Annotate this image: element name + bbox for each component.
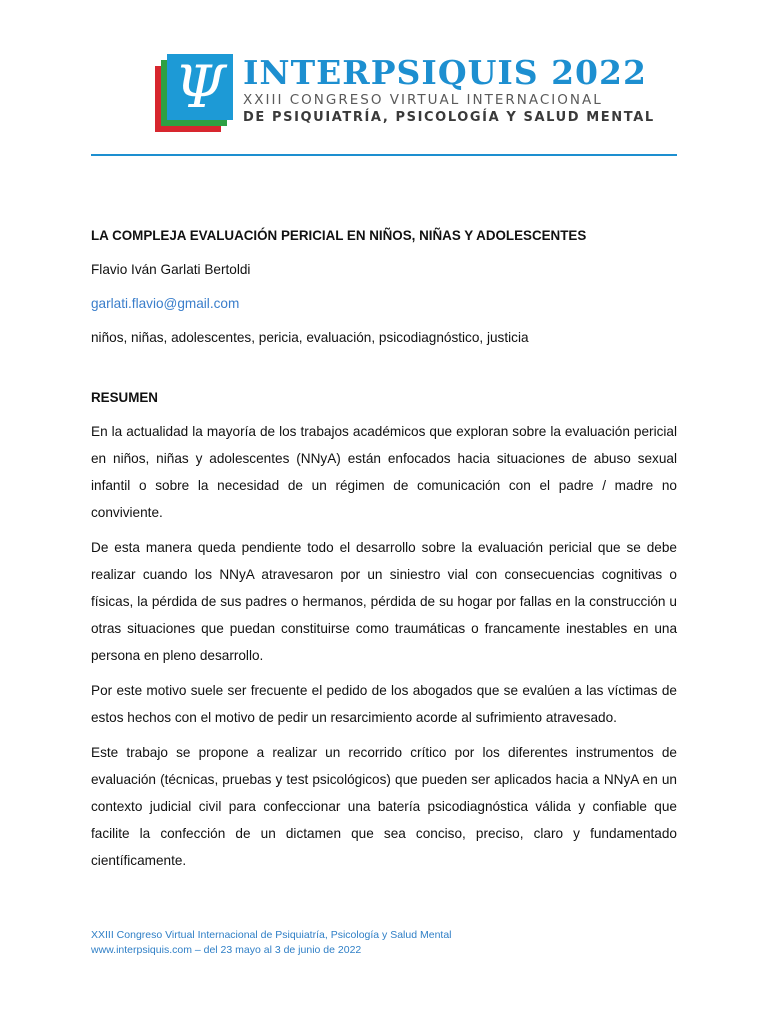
spacer xyxy=(91,358,677,384)
abstract-paragraph: Por este motivo suele ser frecuente el pedido de los abogados que se evalúen a las víctimas de estos hechos con el motivo de pedir un resarcimiento acorde al sufrimiento atravesado. xyxy=(91,683,677,725)
abstract-paragraph: En la actualidad la mayoría de los trabajos académicos que exploran sobre la evaluación pericial en niños, niñas y adolescentes (NNyA) están enfocados hacia situaciones de abuso sexual infantil o sobre la necesidad de un régimen de comunicación con el padre / madre no conviviente. xyxy=(91,424,677,520)
header-divider xyxy=(91,154,677,156)
brand-title: INTERPSIQUIS 2022 xyxy=(243,53,647,92)
author-email-link[interactable]: garlati.flavio@gmail.com xyxy=(91,296,240,311)
keywords: niños, niñas, adolescentes, pericia, evaluación, psicodiagnóstico, justicia xyxy=(91,330,529,345)
brand-subtitle-2: DE PSIQUIATRÍA, PSICOLOGÍA Y SALUD MENTAL xyxy=(243,110,655,125)
logo-blue-square xyxy=(167,54,233,120)
psi-icon: Ψ xyxy=(174,53,226,121)
article-body xyxy=(91,222,677,882)
footer-website-link[interactable]: www.interpsiquis.com – del 23 mayo al 3 de junio de 2022 xyxy=(91,944,362,956)
brand-block xyxy=(243,54,655,125)
abstract-paragraph: Este trabajo se propone a realizar un recorrido crítico por los diferentes instrumentos de evaluación (técnicas, pruebas y test psicológicos) que pueden ser aplicados hacia a NNyA en un contexto judicial civil para confeccionar una batería psicodiagnóstica válida y confiable que facilite la confección de un dictamen que sea conciso, preciso, claro y fundamentado científicamente. xyxy=(91,745,677,868)
abstract-paragraph: De esta manera queda pendiente todo el desarrollo sobre la evaluación pericial que se debe realizar cuando los NNyA atravesaron por un siniestro vial con consecuencias cognitivas o físicas, la pérdida de sus padres o hermanos, pérdida de su hogar por fallas en la construcción u otras situaciones que puedan constituirse como traumáticas o francamente inestables en una persona en pleno desarrollo. xyxy=(91,540,677,663)
brand-subtitle: XXIII CONGRESO VIRTUAL INTERNACIONAL xyxy=(243,92,603,108)
page-footer xyxy=(91,928,452,958)
footer-congress: XXIII Congreso Virtual Internacional de Psiquiatría, Psicología y Salud Mental xyxy=(91,929,452,941)
article-title: LA COMPLEJA EVALUACIÓN PERICIAL EN NIÑOS, NIÑAS Y ADOLESCENTES xyxy=(91,228,587,243)
author-name: Flavio Iván Garlati Bertoldi xyxy=(91,262,251,277)
abstract-heading: RESUMEN xyxy=(91,390,158,405)
congress-logo xyxy=(155,52,245,132)
